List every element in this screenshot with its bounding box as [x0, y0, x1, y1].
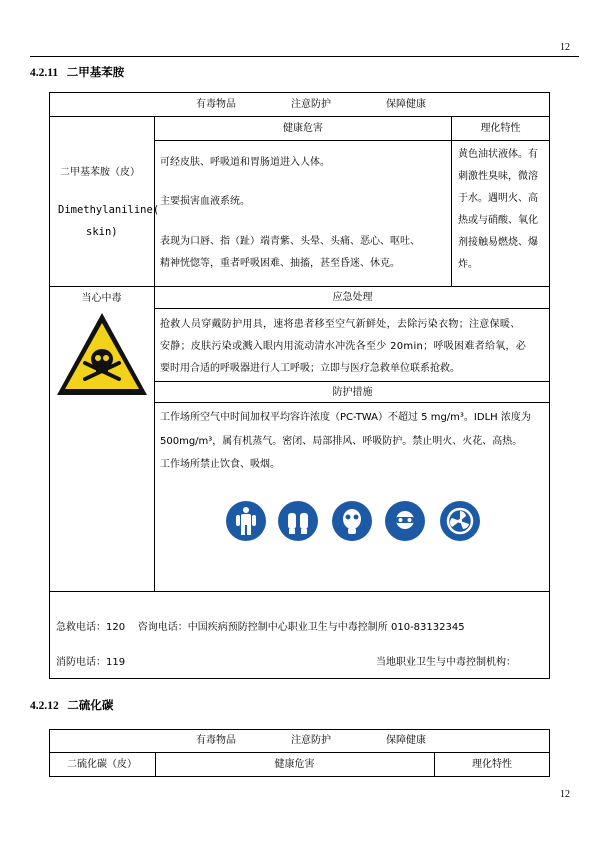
gas-mask-icon [332, 501, 372, 541]
protection-label: 防护措施 [332, 387, 373, 398]
consult-phone-text: 咨询电话：中国疾病预防控制中心职业卫生与中毒控制所 010-83132345 [137, 622, 465, 633]
emergency-line-1: 抢救人员穿戴防护用具，速将患者移至空气新鲜处，去除污染衣物；注意保暖、 [160, 319, 521, 330]
safety-goggles-icon [385, 501, 425, 541]
skull-crossbones-icon [53, 307, 151, 405]
phys-chem-line-2: 刺激性臭味，微溶 [458, 171, 538, 182]
header-page-number: 12 [560, 42, 570, 53]
phys-chem-line-3: 于水。遇明火、高 [458, 193, 538, 204]
poison-warning-sign [53, 307, 151, 405]
protection-line-2: 500mg/m³，属有机蒸气。密闭、局部排风、呼吸防护。禁止明火、火花、高热。 [160, 436, 523, 447]
warning-label: 当心中毒 [81, 293, 122, 304]
phys-chem-line-1: 黄色油状液体。有 [458, 149, 538, 160]
health-hazard-line-3: 表现为口唇、指（趾）端青紫、头晕、头痛、恶心、呕吐、 [160, 236, 420, 247]
health-hazard-line-4: 精神恍惚等，重者呼吸困难、抽搐，甚至昏迷、休克。 [160, 258, 400, 269]
warning-banner-2 [196, 734, 426, 747]
section-number: 4.2.11 [30, 67, 59, 79]
header-rule [30, 56, 579, 57]
section-heading-4-2-12 [30, 697, 113, 713]
protective-gloves-icon [278, 501, 318, 541]
substance-english-name-cont: skin) [86, 226, 118, 238]
substance-name: 二甲基苯胺（皮） [60, 167, 140, 178]
protective-suit-icon [226, 501, 266, 541]
phys-chem-line-4: 热或与硝酸、氧化 [458, 215, 538, 226]
protection-line-1: 工作场所空气中时间加权平均容许浓度（PC-TWA）不超过 5 mg/m³。IDLH 浓度为 [160, 412, 531, 423]
phys-chem-line-6: 炸。 [458, 259, 478, 270]
substance-name-2: 二硫化碳（皮） [67, 759, 137, 770]
banner-caution: 注意防护 [291, 99, 331, 110]
protection-line-3: 工作场所禁止饮食、吸烟。 [160, 459, 280, 470]
emergency-label: 应急处理 [332, 292, 373, 303]
banner-health: 保障健康 [386, 99, 426, 110]
footer-page-number: 12 [560, 789, 570, 800]
emergency-line-3: 要时用合适的呼吸器进行人工呼吸；立即与医疗急救单位联系抢救。 [160, 363, 460, 374]
ventilation-icon [440, 501, 480, 541]
phys-chem-label-2: 理化特性 [472, 759, 512, 770]
banner-health-2: 保障健康 [386, 735, 426, 746]
phys-chem-label: 理化特性 [480, 123, 521, 134]
phys-chem-line-5: 剂接触易燃烧、爆 [458, 237, 538, 248]
emergency-phone-text: 急救电话：120 [56, 622, 126, 633]
emergency-phone [56, 621, 465, 634]
health-hazard-label: 健康危害 [283, 123, 323, 134]
local-organization: 当地职业卫生与中毒控制机构： [376, 657, 516, 668]
banner-toxic: 有毒物品 [196, 99, 236, 110]
banner-caution-2: 注意防护 [291, 735, 331, 746]
health-hazard-line-2: 主要损害血液系统。 [160, 196, 250, 207]
substance-english-name: Dimethylaniline( [58, 204, 160, 216]
section-number-2: 4.2.12 [30, 700, 59, 712]
banner-toxic-2: 有毒物品 [196, 735, 236, 746]
health-hazard-line-1: 可经皮肤、呼吸道和胃肠道进入人体。 [160, 157, 330, 168]
section-heading-4-2-11 [30, 64, 124, 80]
health-hazard-label-2: 健康危害 [274, 759, 315, 770]
section-title: 二甲基苯胺 [66, 67, 125, 79]
fire-phone: 消防电话：119 [56, 657, 126, 668]
section-title-2: 二硫化碳 [67, 700, 114, 712]
warning-banner [196, 98, 426, 111]
emergency-line-2: 安静；皮肤污染或溅入眼内用流动清水冲洗各至少 20min；呼吸困难者给氧，必 [160, 341, 527, 352]
